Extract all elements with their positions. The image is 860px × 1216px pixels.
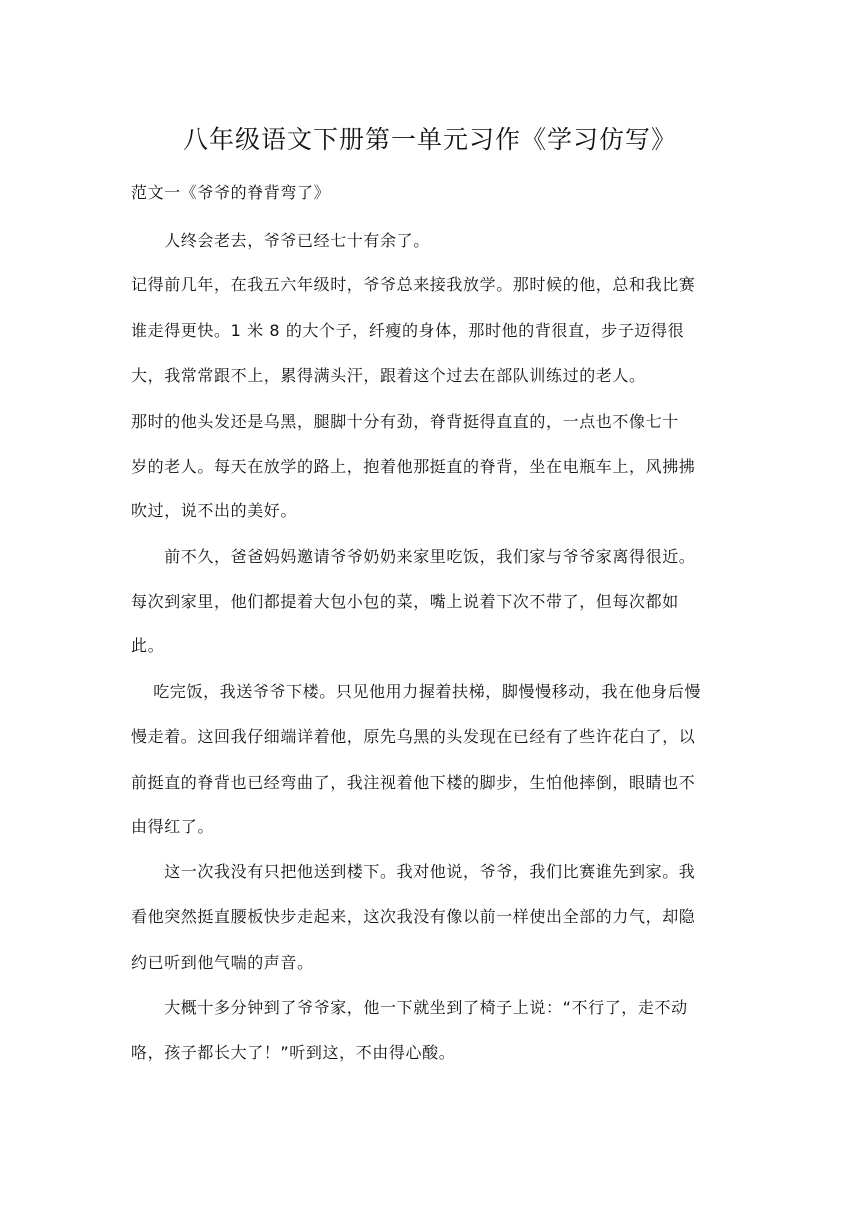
paragraph-line: 前不久，爸爸妈妈邀请爷爷奶奶来家里吃饭，我们家与爷爷家离得很近。 <box>131 547 696 566</box>
paragraph-line: 那时的他头发还是乌黑，腿脚十分有劲，脊背挺得直直的，一点也不像七十 <box>131 412 679 431</box>
paragraph-line: 谁走得更快。1 米 8 的大个子，纤瘦的身体，那时他的背很直，步子迈得很 <box>131 321 685 340</box>
paragraph-line: 记得前几年，在我五六年级时，爷爷总来接我放学。那时候的他，总和我比赛 <box>131 275 696 294</box>
paragraph-line: 吃完饭，我送爷爷下楼。只见他用力握着扶梯，脚慢慢移动，我在他身后慢 <box>131 682 702 701</box>
paragraph-line: 慢走着。这回我仔细端详着他，原先乌黑的头发现在已经有了些许花白了，以 <box>131 727 696 746</box>
paragraph-line: 此。 <box>131 636 165 655</box>
paragraph-line: 每次到家里，他们都提着大包小包的菜，嘴上说着下次不带了，但每次都如 <box>131 592 679 611</box>
paragraph-line: 这一次我没有只把他送到楼下。我对他说，爷爷，我们比赛谁先到家。我 <box>131 862 696 881</box>
paragraph-line: 大概十多分钟到了爷爷家，他一下就坐到了椅子上说：“不行了，走不动 <box>131 998 688 1017</box>
paragraph-line: 看他突然挺直腰板快步走起来，这次我没有像以前一样使出全部的力气，却隐 <box>131 907 696 926</box>
paragraph-line: 人终会老去，爷爷已经七十有余了。 <box>131 231 430 250</box>
paragraph-line: 大，我常常跟不上，累得满头汗，跟着这个过去在部队训练过的老人。 <box>131 366 646 385</box>
paragraph-line: 咯，孩子都长大了！”听到这，不由得心酸。 <box>131 1043 456 1062</box>
paragraph-line: 约已听到他气喘的声音。 <box>131 953 314 972</box>
document-title: 八年级语文下册第一单元习作《学习仿写》 <box>182 125 677 154</box>
essay-subtitle: 范文一《爷爷的脊背弯了》 <box>131 183 331 202</box>
paragraph-line: 吹过，说不出的美好。 <box>131 501 298 520</box>
paragraph-line: 岁的老人。每天在放学的路上，抱着他那挺直的脊背，坐在电瓶车上，风拂拂 <box>131 457 696 476</box>
paragraph-line: 前挺直的脊背也已经弯曲了，我注视着他下楼的脚步，生怕他摔倒，眼睛也不 <box>131 773 696 792</box>
paragraph-line: 由得红了。 <box>131 817 215 836</box>
